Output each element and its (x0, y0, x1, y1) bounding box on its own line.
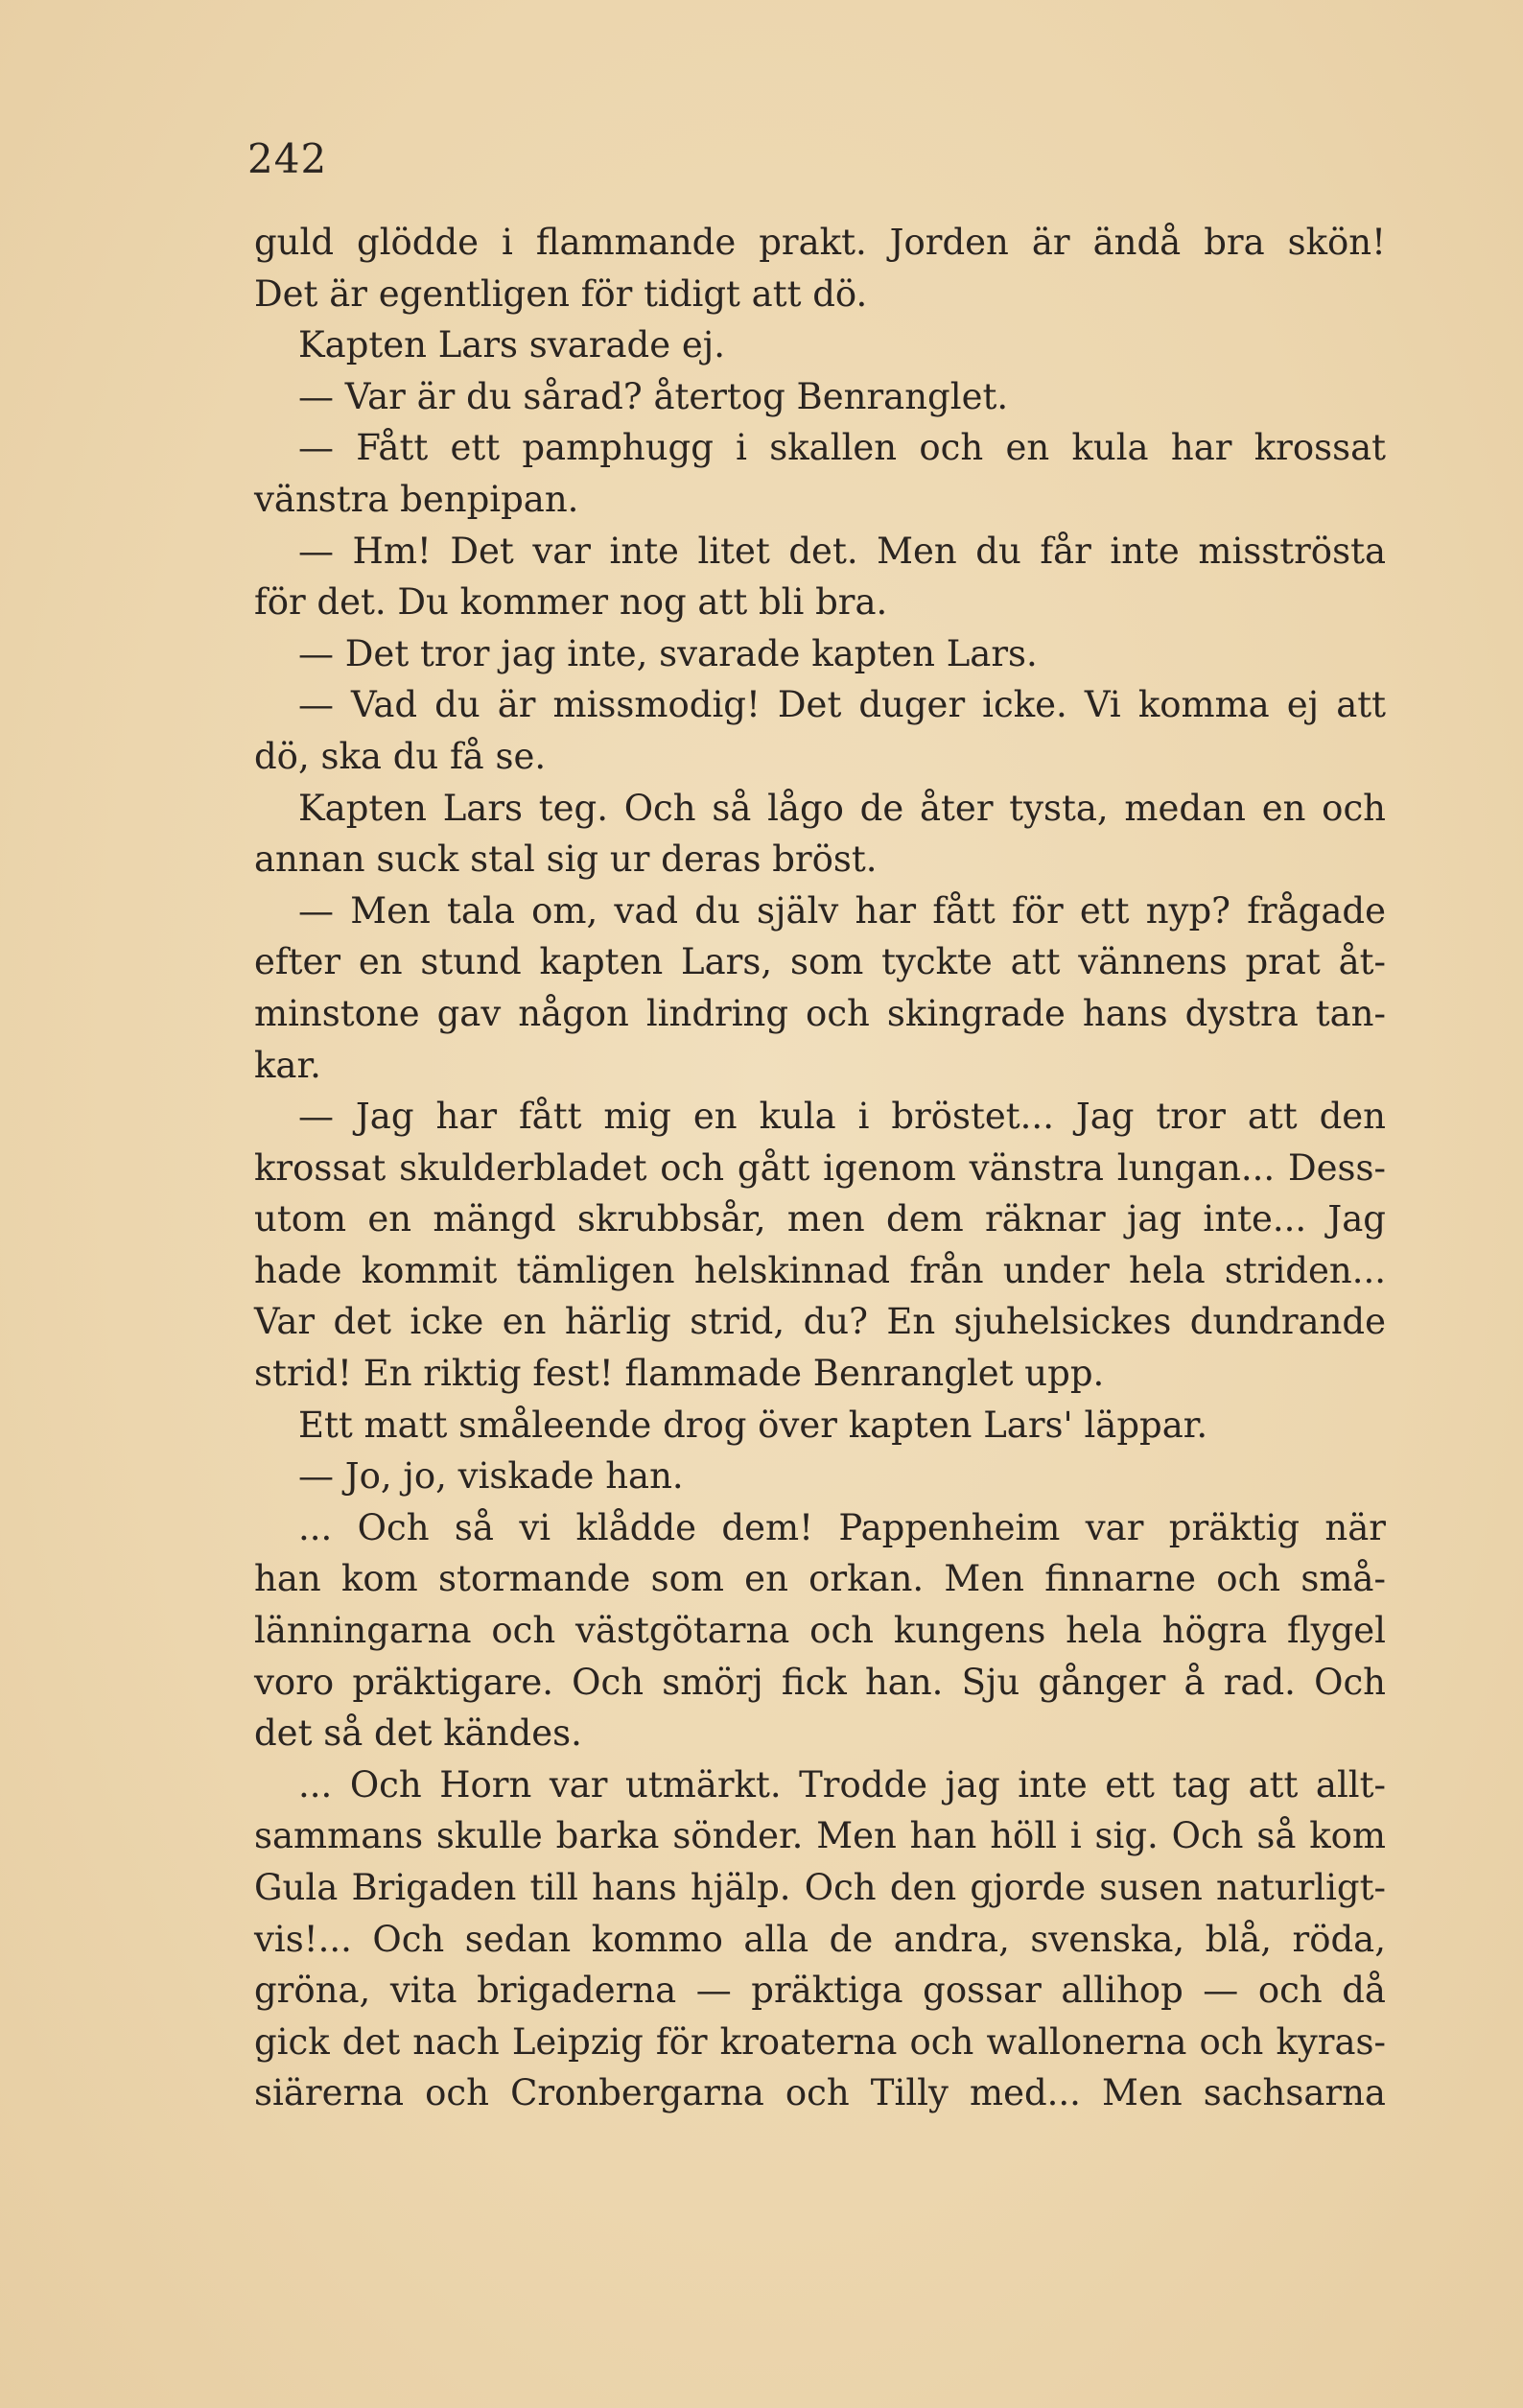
text-line: — Var är du sårad? återtog Benranglet. (298, 375, 1009, 417)
text-line: sammans skulle barka sönder. Men han höll i sig. Och så kom (254, 1815, 1386, 1857)
text-line: — Vad du är missmodig! Det duger icke. Vi komma ej att (298, 684, 1386, 726)
text-line: vänstra benpipan. (254, 478, 579, 520)
text-line: Det är egentligen för tidigt att dö. (254, 272, 868, 315)
text-line: Kapten Lars teg. Och så lågo de åter tysta, medan en och (298, 787, 1386, 829)
text-line: — Jag har fått mig en kula i bröstet... Jag tror att den (298, 1096, 1386, 1138)
text-line: — Hm! Det var inte litet det. Men du får inte misströsta (298, 530, 1386, 572)
text-line: vis!... Och sedan kommo alla de andra, svenska, blå, röda, (254, 1918, 1386, 1960)
page-number: 242 (247, 135, 328, 182)
text-line: det så det kändes. (254, 1712, 582, 1755)
text-line: kar. (254, 1044, 321, 1086)
text-line: guld glödde i flammande prakt. Jorden är ändå bra skön! (254, 222, 1386, 263)
text-line: strid! En riktig fest! flammade Benranglet upp. (254, 1353, 1105, 1395)
text-line: dö, ska du få se. (254, 735, 547, 777)
text-line: utom en mängd skrubbsår, men dem räknar jag inte... Jag (254, 1198, 1386, 1240)
text-line: voro präktigare. Och smörj fick han. Sju gånger å rad. Och (254, 1661, 1386, 1703)
text-line: ... Och så vi klådde dem! Pappenheim var präktig när (298, 1506, 1386, 1548)
text-line: — Men tala om, vad du själv har fått för ett nyp? frågade (298, 889, 1386, 932)
text-line: Kapten Lars svarade ej. (298, 324, 725, 366)
text-line: länningarna och västgötarna och kungens hela högra flygel (254, 1610, 1386, 1652)
text-line: — Jo, jo, viskade han. (298, 1455, 684, 1498)
text-line: — Fått ett pamphugg i skallen och en kula har krossat (298, 427, 1386, 469)
text-line: gick det nach Leipzig för kroaterna och wallonerna och kyras- (254, 2020, 1386, 2063)
text-line: annan suck stal sig ur deras bröst. (254, 838, 878, 881)
text-line: han kom stormande som en orkan. Men finnarne och små- (254, 1558, 1386, 1600)
text-line: siärerna och Cronbergarna och Tilly med... Men sachsarna (254, 2072, 1386, 2114)
page-body-text (254, 217, 1386, 2119)
text-line: hade kommit tämligen helskinnad från under hela striden... (254, 1249, 1386, 1291)
text-line: Ett matt småleende drog över kapten Lars' läppar. (298, 1404, 1208, 1446)
text-line: minstone gav någon lindring och skingrade hans dystra tan- (254, 992, 1386, 1034)
text-line: krossat skulderbladet och gått igenom vänstra lungan... Dess- (254, 1146, 1386, 1189)
text-line: efter en stund kapten Lars, som tyckte att vännens prat åt- (254, 941, 1386, 983)
text-line: Var det icke en härlig strid, du? En sjuhelsickes dundrande (254, 1301, 1386, 1343)
text-line: — Det tror jag inte, svarade kapten Lars. (298, 632, 1038, 674)
text-line: ... Och Horn var utmärkt. Trodde jag inte ett tag att allt- (298, 1763, 1386, 1806)
text-line: Gula Brigaden till hans hjälp. Och den gjorde susen naturligt- (254, 1867, 1386, 1908)
text-line: för det. Du kommer nog att bli bra. (254, 581, 888, 624)
text-line: gröna, vita brigaderna — präktiga gossar allihop — och då (254, 1970, 1386, 2012)
